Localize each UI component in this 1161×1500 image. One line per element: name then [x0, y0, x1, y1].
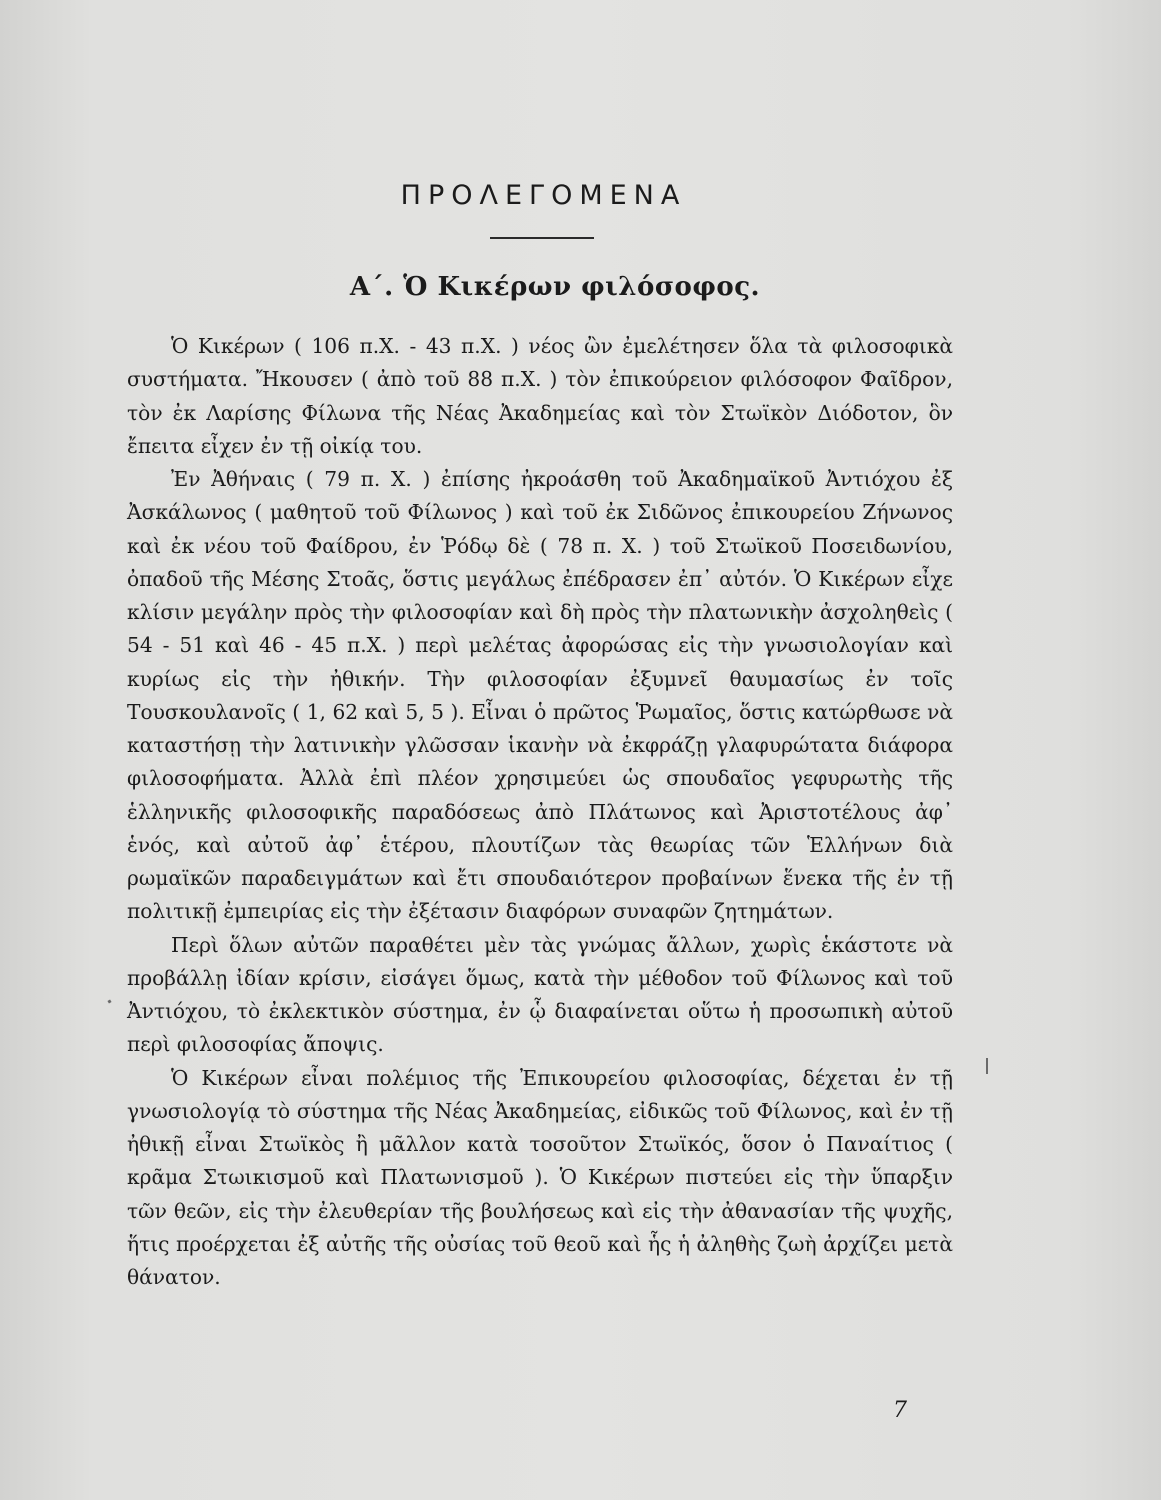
- body-text: [127, 330, 953, 1294]
- page-title: ΠΡΟΛΕΓΟΜΕΝΑ: [400, 180, 687, 211]
- paragraph-3: Περὶ ὅλων αὐτῶν παραθέτει μὲν τὰς γνώμας ἄλλων, χωρὶς ἑκάστοτε νὰ προβάλλῃ ἰδίαν κρίσιν, εἰσάγει ὅμως, κατὰ τὴν μέθοδον τοῦ Φίλωνος καὶ τοῦ Ἀντιόχου, τὸ ἐκλεκτικὸν σύστημα, ἐν ᾧ διαφαίνεται οὕτω ἡ προσωπικὴ αὐτοῦ περὶ φιλοσοφίας ἄποψις.: [127, 932, 953, 1057]
- paragraph-4: Ὁ Κικέρων εἶναι πολέμιος τῆς Ἐπικουρείου φιλοσοφίας, δέχεται ἐν τῇ γνωσιολογίᾳ τὸ σύστημα τῆς Νέας Ἀκαδημείας, εἰδικῶς τοῦ Φίλωνος, καὶ ἐν τῇ ἠθικῇ εἶναι Στωϊκὸς ἢ μᾶλλον κατὰ τοσοῦτον Στωϊκός, ὅσον ὁ Παναίτιος ( κρᾶμα Στωικισμοῦ καὶ Πλατωνισμοῦ ). Ὁ Κικέρων πιστεύει εἰς τὴν ὕπαρξιν τῶν θεῶν, εἰς τὴν ἐλευθερίαν τῆς βουλήσεως καὶ εἰς τὴν ἀθανασίαν τῆς ψυχῆς, ἥτις προέρχεται ἐξ αὐτῆς τῆς οὐσίας τοῦ θεοῦ καὶ ἧς ἡ ἀληθὴς ζωὴ ἀρχίζει μετὰ θάνατον.: [127, 1065, 953, 1289]
- paragraph-2: Ἐν Ἀθήναις ( 79 π. Χ. ) ἐπίσης ἠκροάσθη τοῦ Ἀκαδημαϊκοῦ Ἀντιόχου ἐξ Ἀσκάλωνος ( μαθητοῦ τοῦ Φίλωνος ) καὶ τοῦ ἐκ Σιδῶνος ἐπικουρείου Ζήνωνος καὶ ἐκ νέου τοῦ Φαίδρου, ἐν Ῥόδῳ δὲ ( 78 π. Χ. ) τοῦ Στωϊκοῦ Ποσειδωνίου, ὀπαδοῦ τῆς Μέσης Στοᾶς, ὅστις μεγάλως ἐπέδρασεν ἐπ᾽ αὐτόν. Ὁ Κικέρων εἶχε κλίσιν μεγάλην πρὸς τὴν φιλοσοφίαν καὶ δὴ πρὸς τὴν πλατωνικὴν ἀσχοληθεὶς ( 54 - 51 καὶ 46 - 45 π.Χ. ) περὶ μελέτας ἀφορώσας εἰς τὴν γνωσιολογίαν καὶ κυρίως εἰς τὴν ἠθικήν. Τὴν φιλοσοφίαν ἐξυμνεῖ θαυμασίως ἐν τοῖς Τουσκουλανοῖς ( 1, 62 καὶ 5, 5 ). Εἶναι ὁ πρῶτος Ῥωμαῖος, ὅστις κατώρθωσε νὰ καταστήσῃ τὴν λατινικὴν γλῶσσαν ἱκανὴν νὰ ἐκφράζῃ γλαφυρώτατα διάφορα φιλοσοφήματα. Ἀλλὰ ἐπὶ πλέον χρησιμεύει ὡς σπουδαῖος γεφυρωτὴς τῆς ἑλληνικῆς φιλοσοφικῆς παραδόσεως ἀπὸ Πλάτωνος καὶ Ἀριστοτέλους ἀφ᾽ ἑνός, καὶ αὐτοῦ ἀφ᾽ ἑτέρου, πλουτίζων τὰς θεωρίας τῶν Ἑλλήνων διὰ ρωμαϊκῶν παραδειγμάτων καὶ ἔτι σπουδαιότερον προβαίνων ἕνεκα τῆς ἐν τῇ πολιτικῇ ἐμπειρίας εἰς τὴν ἐξέτασιν διαφόρων συναφῶν ζητημάτων.: [127, 467, 953, 924]
- margin-mark-right: [986, 1058, 988, 1074]
- title-divider: [490, 237, 594, 239]
- paragraph-1: Ὁ Κικέρων ( 106 π.Χ. - 43 π.Χ. ) νέος ὢν ἐμελέτησεν ὅλα τὰ φιλοσοφικὰ συστήματα. Ἤκουσεν ( ἀπὸ τοῦ 88 π.Χ. ) τὸν ἐπικούρειον φιλόσοφον Φαῖδρον, τὸν ἐκ Λαρίσης Φίλωνα τῆς Νέας Ἀκαδημείας καὶ τὸν Στωϊκὸν Διόδοτον, ὃν ἔπειτα εἶχεν ἐν τῇ οἰκίᾳ του.: [127, 334, 953, 458]
- page-number: 7: [893, 1398, 907, 1423]
- margin-mark-left: [107, 999, 111, 1003]
- section-heading: Α΄. Ὁ Κικέρων φιλόσοφος.: [349, 272, 761, 302]
